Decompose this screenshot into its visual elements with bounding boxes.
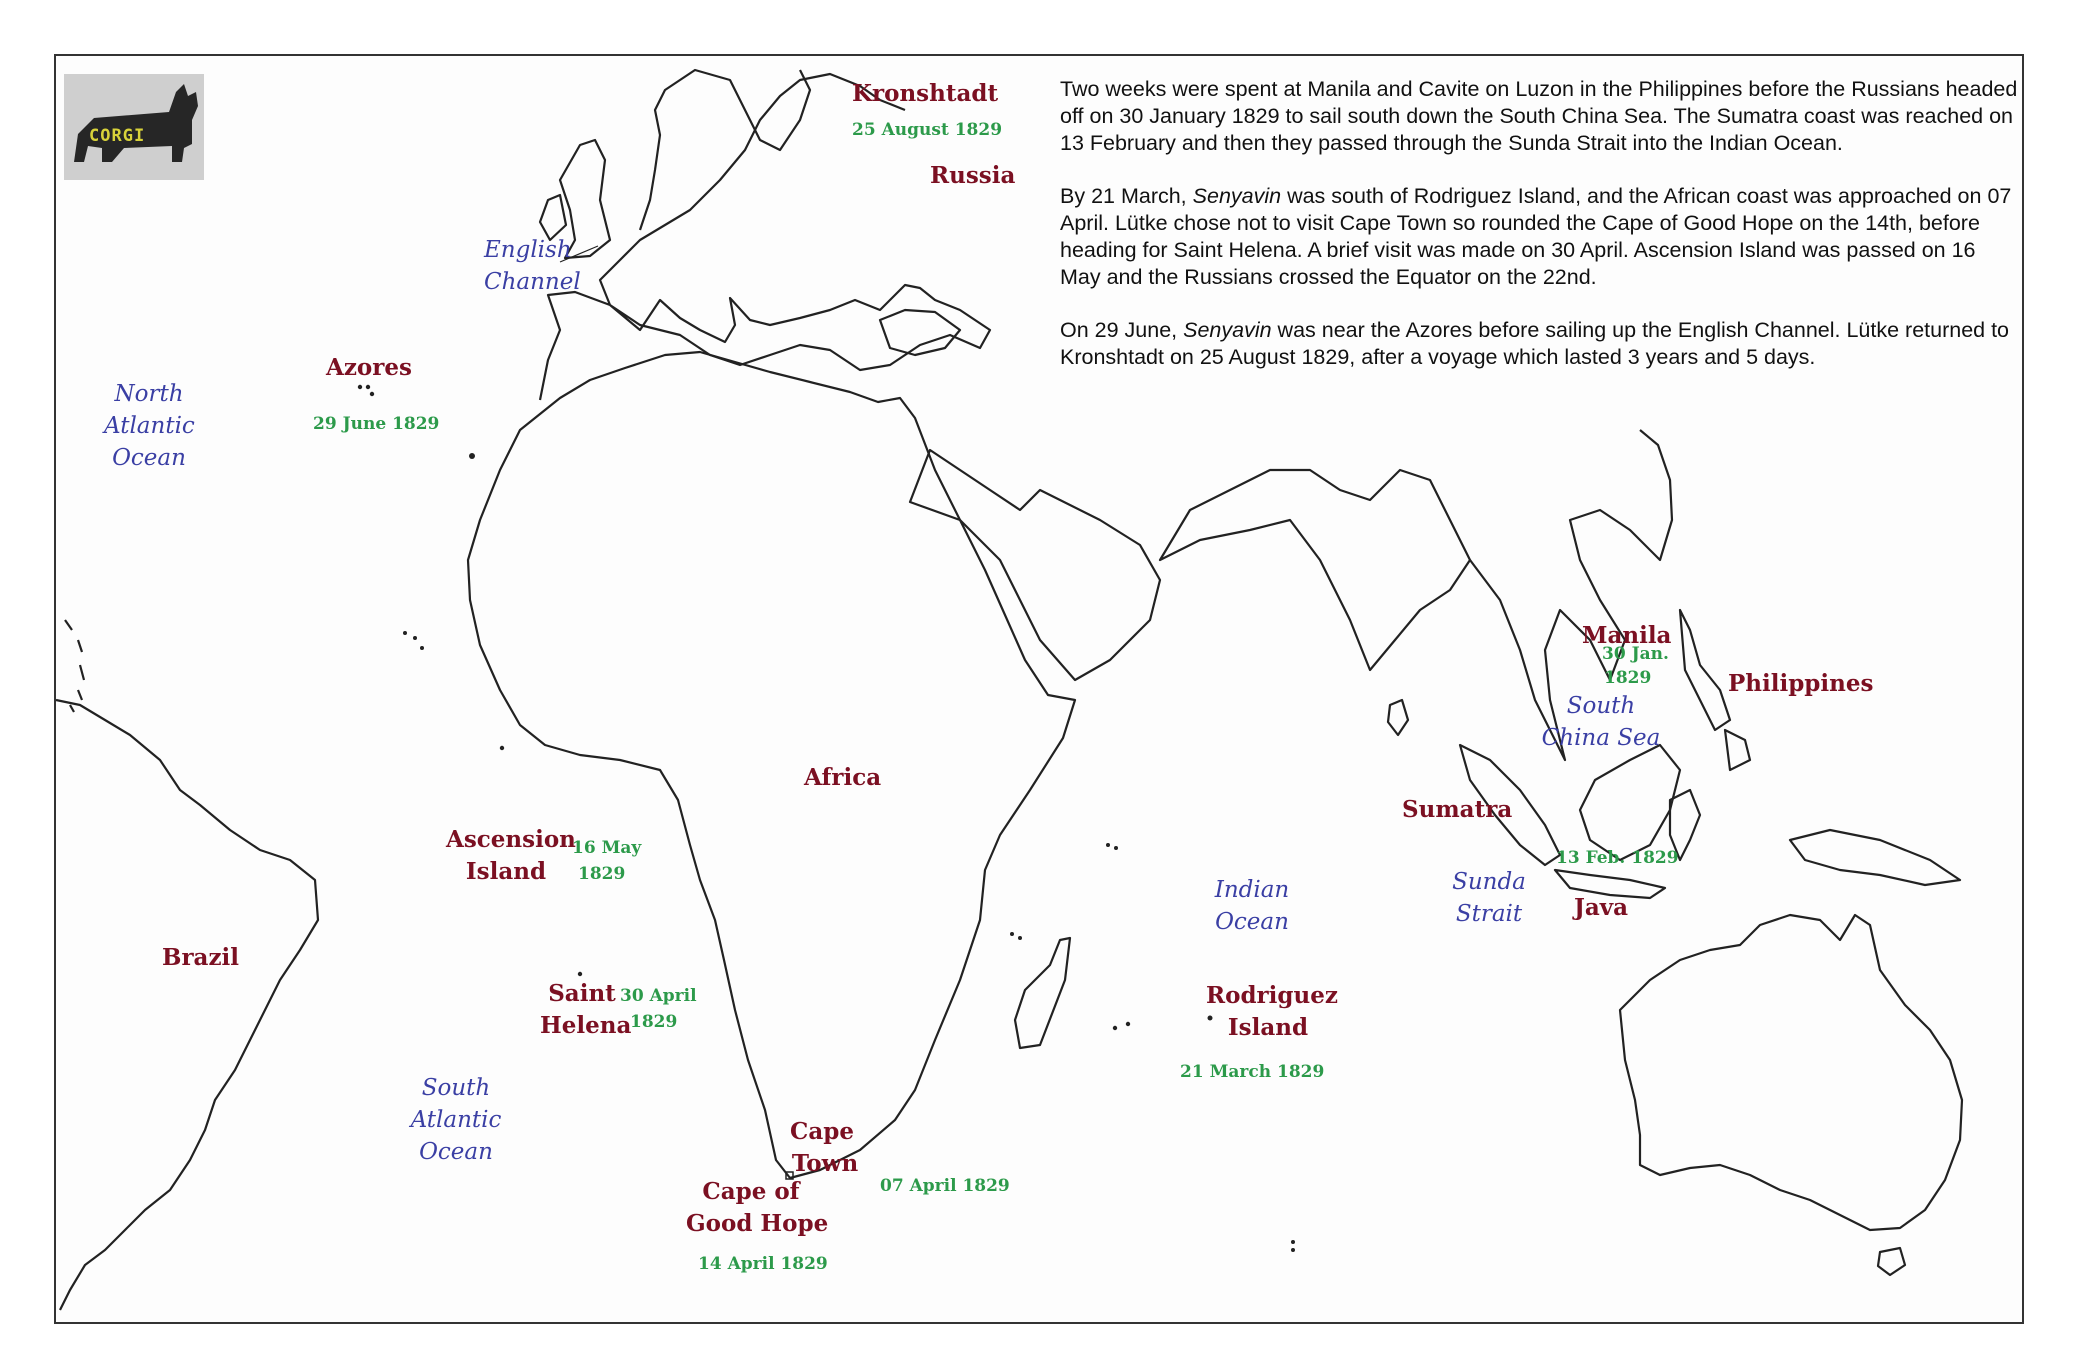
narrative-text [1060, 76, 2020, 397]
date-manila-1: 30 Jan. [1602, 644, 1669, 664]
logo-text: CORGI [89, 126, 146, 146]
label-africa: Africa [804, 764, 882, 791]
africa-coastline [468, 352, 1075, 1178]
date-ascension-2: 1829 [578, 864, 626, 884]
sri-lanka [1388, 700, 1408, 735]
south-america-coastline [56, 700, 318, 1310]
label-philippines: Philippines [1728, 670, 1874, 697]
label-rodriguez-1: Rodriguez [1206, 982, 1338, 1009]
arabia-coastline [910, 450, 1160, 680]
label-indian-ocean-2: Ocean [1215, 909, 1289, 935]
label-cape-good-hope-2: Good Hope [686, 1210, 829, 1237]
label-saint-helena-1: Saint [548, 980, 616, 1007]
label-north-atlantic-2: Atlantic [104, 413, 195, 439]
date-rodriguez: 21 March 1829 [1180, 1062, 1325, 1082]
caribbean-islands [65, 620, 84, 712]
date-ascension-1: 16 May [572, 838, 642, 858]
narrative-p3-start: On 29 June, [1060, 318, 1184, 342]
label-cape-town-1: Cape [790, 1118, 854, 1145]
label-russia: Russia [930, 162, 1016, 189]
label-english-channel-1: English [484, 237, 572, 263]
label-south-atlantic-2: Atlantic [410, 1107, 502, 1133]
label-saint-helena-2: Helena [540, 1012, 632, 1039]
label-indian-ocean-1: Indian [1214, 877, 1290, 903]
label-south-atlantic-1: South [421, 1075, 491, 1101]
date-cape-good-hope: 14 April 1829 [698, 1254, 828, 1274]
narrative-p2-start: By 21 March, [1060, 184, 1193, 208]
label-south-china-sea-1: South [1566, 693, 1636, 719]
narrative-p3-end: was near the Azores before sailing up the English Channel. Lütke returned to Kronshtadt on 25 August 1829, after a voyage which lasted 3 years and 5 days. [1060, 318, 2010, 369]
borneo-coastline [1580, 745, 1680, 860]
madagascar-coastline [1015, 938, 1070, 1048]
date-saint-helena-1: 30 April [620, 986, 697, 1006]
new-guinea-coastline [1790, 830, 1960, 885]
narrative-paragraph-2 [1060, 183, 2020, 291]
india-coastline [1160, 470, 1470, 670]
scandinavia-coastline [640, 70, 810, 230]
label-ascension-2: Island [465, 858, 547, 885]
corgi-logo [64, 74, 204, 180]
label-sunda-strait-1: Sunda [1452, 869, 1526, 895]
label-english-channel-2: Channel [484, 269, 581, 295]
label-sumatra: Sumatra [1402, 796, 1513, 823]
date-manila-2: 1829 [1604, 668, 1652, 688]
tasmania [1878, 1248, 1905, 1275]
narrative-paragraph-3 [1060, 317, 2020, 371]
date-saint-helena-2: 1829 [630, 1012, 678, 1032]
label-azores: Azores [326, 354, 412, 381]
ship-name: Senyavin [1183, 318, 1272, 342]
label-cape-town-2: Town [791, 1150, 859, 1177]
date-kronshtadt: 25 August 1829 [852, 120, 1003, 140]
label-south-atlantic-3: Ocean [419, 1139, 493, 1165]
label-sunda-strait-2: Strait [1455, 901, 1523, 927]
australia-coastline [1620, 915, 1962, 1230]
narrative-paragraph-1: Two weeks were spent at Manila and Cavite on Luzon in the Philippines before the Russians headed off on 30 January 1829 to sail south down the South China Sea. The Sumatra coast was reached on 13 February and then they passed through the Sunda Strait into the Indian Ocean. [1060, 77, 2018, 155]
date-sumatra: 13 Feb. 1829 [1556, 848, 1679, 868]
label-cape-good-hope-1: Cape of [702, 1178, 800, 1205]
ship-name: Senyavin [1192, 184, 1282, 208]
ireland [540, 195, 566, 240]
label-rodriguez-2: Island [1227, 1014, 1309, 1041]
label-north-atlantic-3: Ocean [112, 445, 186, 471]
narrative-p2-end: was south of Rodriguez Island, and the African coast was approached on 07 April. Lütke chose not to visit Cape Town so rounded the Cape of Good Hope on the 14th, before heading for Saint Helena. A brief visit was made on 30 April. Ascension Island was passed on 16 May and the Russians crossed the Equator on the 22nd. [1060, 184, 2012, 289]
date-cape-town: 07 April 1829 [880, 1176, 1010, 1196]
label-south-china-sea-2: China Sea [1541, 725, 1661, 751]
label-brazil: Brazil [162, 944, 239, 971]
label-north-atlantic-1: North [114, 381, 184, 407]
label-manila: Manila [1582, 622, 1672, 649]
date-azores: 29 June 1829 [313, 414, 440, 434]
black-sea [880, 310, 960, 355]
label-kronshtadt: Kronshtadt [852, 80, 999, 107]
label-java: Java [1574, 894, 1629, 921]
label-ascension-1: Ascension [446, 826, 576, 853]
